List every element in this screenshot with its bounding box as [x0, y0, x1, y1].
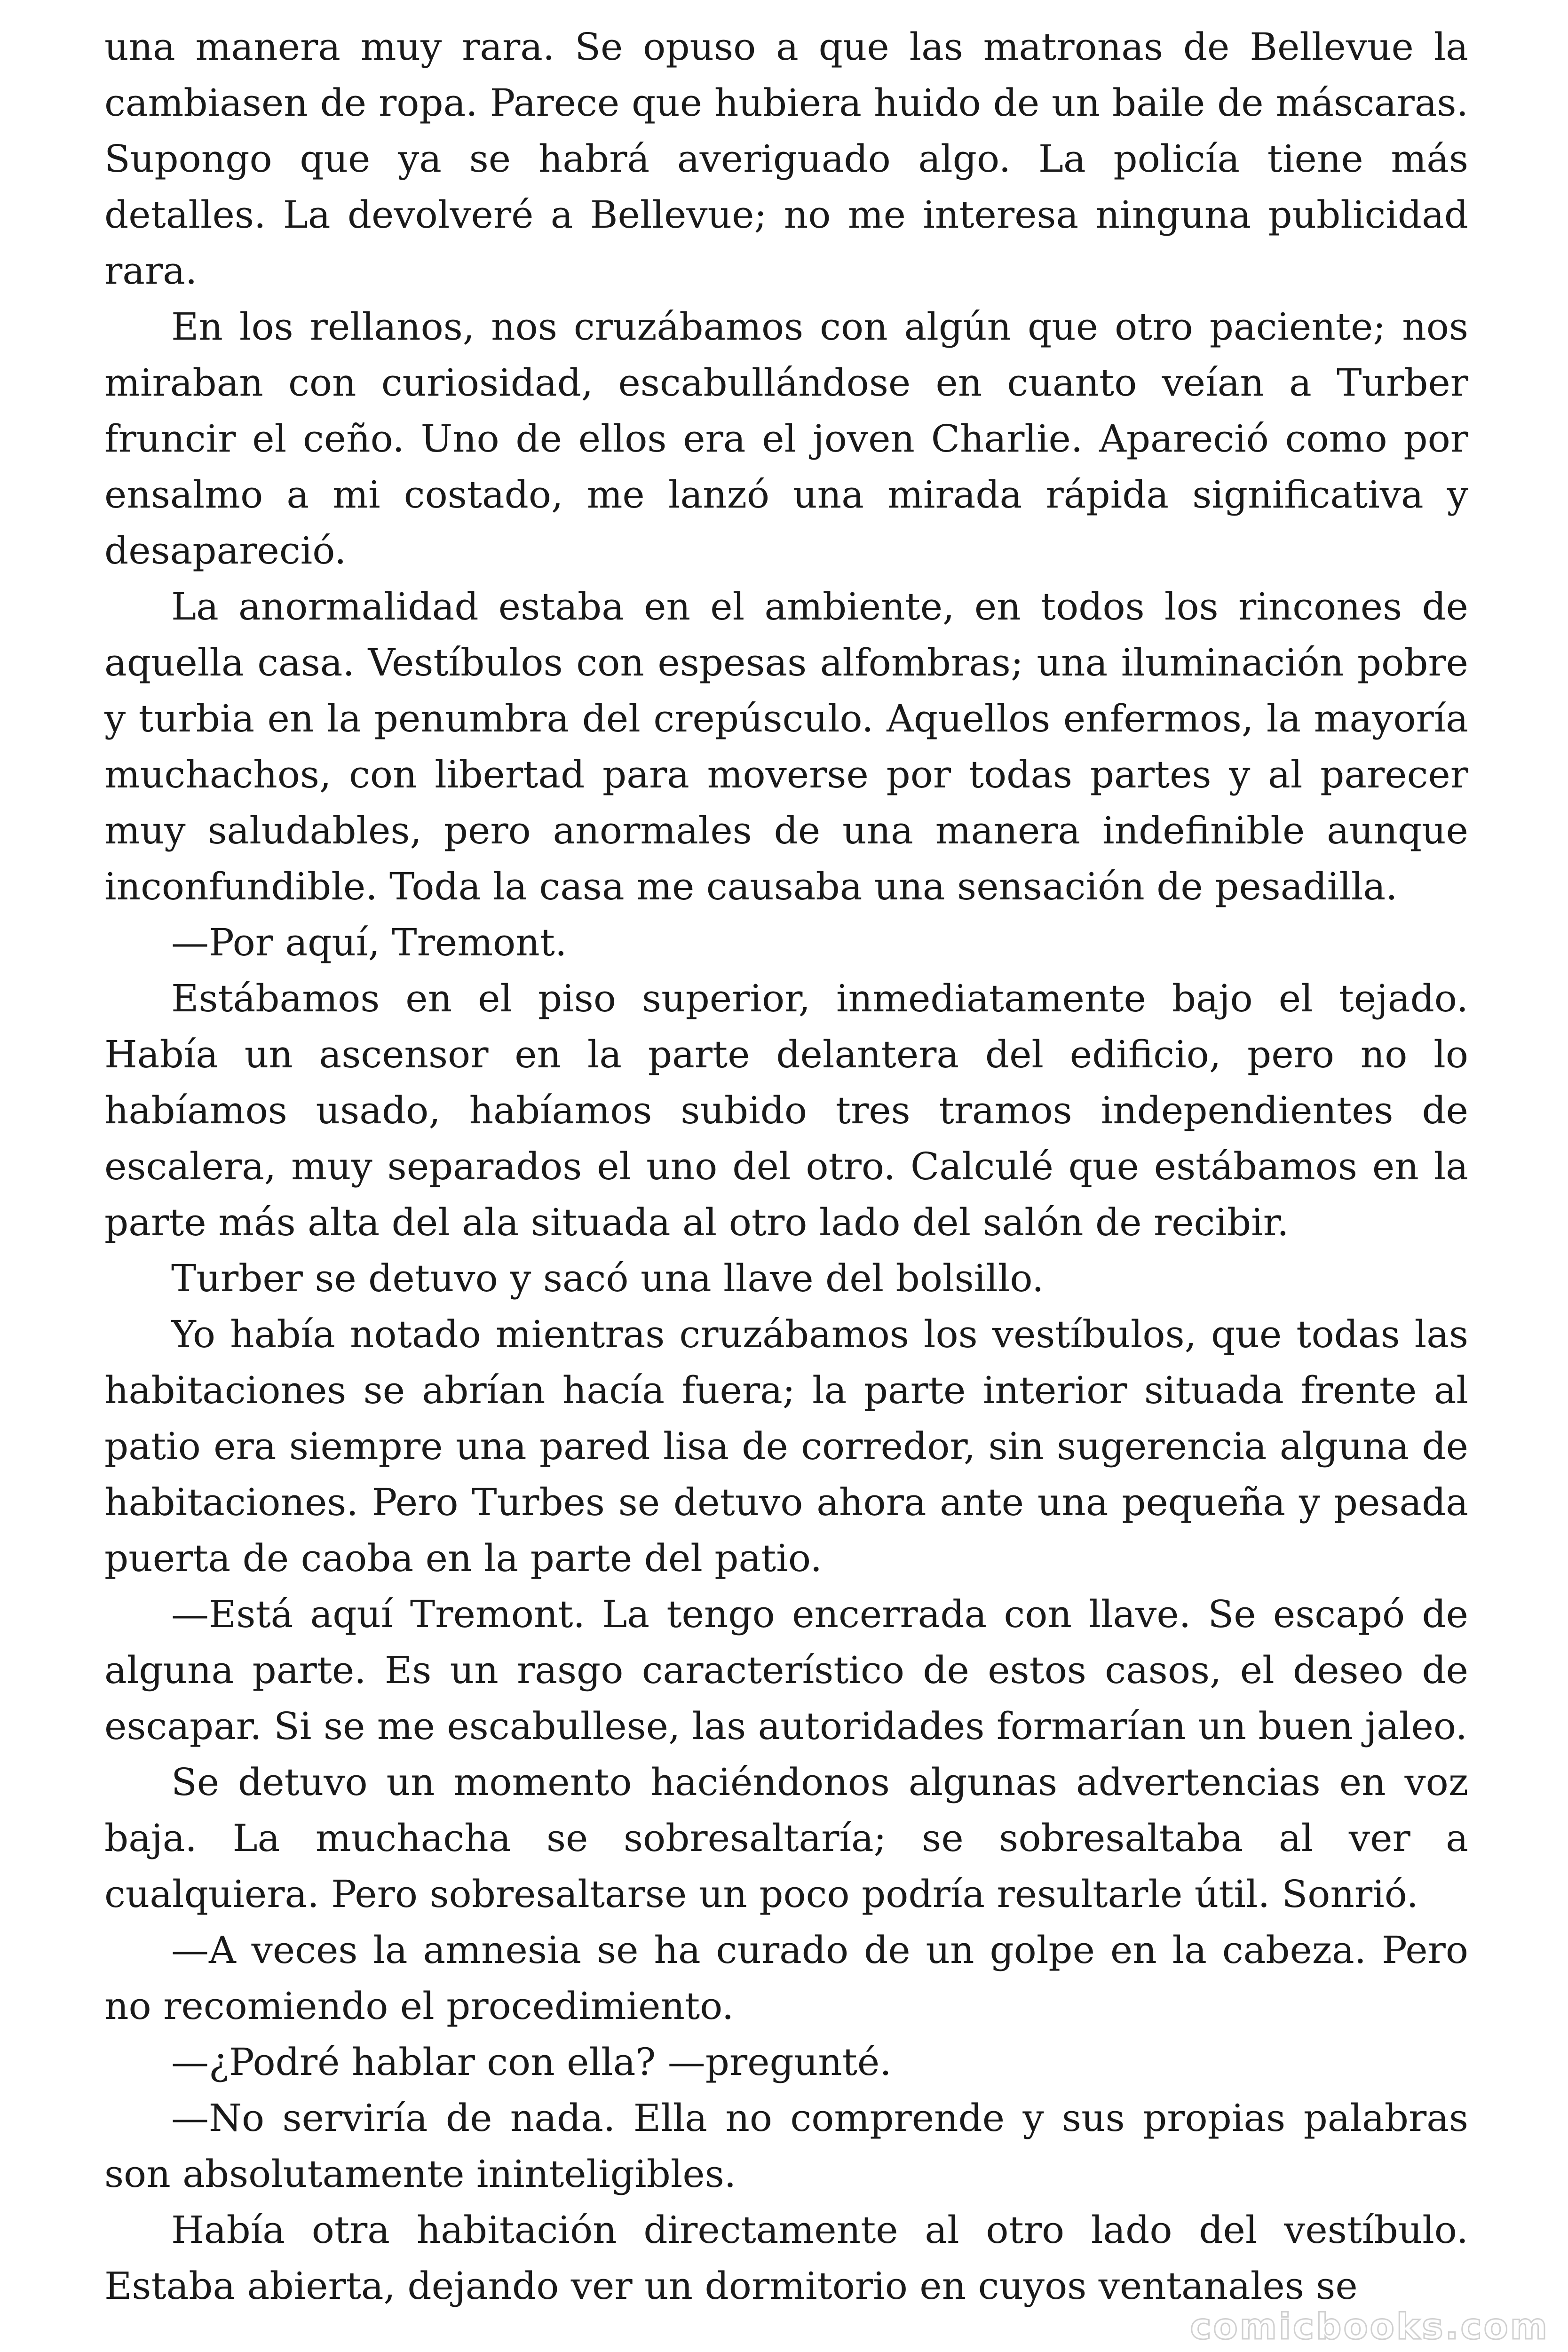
- paragraph: —Está aquí Tremont. La tengo encerrada con llave. Se escapó de alguna parte. Es un rasgo característico de estos casos, el deseo de escapar. Si se me escabullese, las autoridades formarían un buen jaleo.: [104, 1592, 1468, 1748]
- paragraph: Se detuvo un momento haciéndonos algunas advertencias en voz baja. La muchacha se sobresaltaría; se sobresaltaba al ver a cualquiera. Pero sobresaltarse un poco podría resultarle útil. Sonrió.: [104, 1760, 1468, 1916]
- paragraph: La anormalidad estaba en el ambiente, en todos los rincones de aquella casa. Vestíbulos con espesas alfombras; una iluminación pobre y turbia en la penumbra del crepúsculo. Aquellos enfermos, la mayoría muchachos, con libertad para moverse por todas partes y al parecer muy saludables, pero anormales de una manera indefinible aunque inconfundible. Toda la casa me causaba una sensación de pesadilla.: [104, 585, 1468, 908]
- paragraph: una manera muy rara. Se opuso a que las matronas de Bellevue la cambiasen de ropa. Parece que hubiera huido de un baile de máscaras. Supongo que ya se habrá averiguado algo. La policía tiene más detalles. La devolveré a Bellevue; no me interesa ninguna publicidad rara.: [104, 25, 1468, 293]
- paragraph: Yo había notado mientras cruzábamos los vestíbulos, que todas las habitaciones se abrían hacía fuera; la parte interior situada frente al patio era siempre una pared lisa de corredor, sin sugerencia alguna de habitaciones. Pero Turbes se detuvo ahora ante una pequeña y pesada puerta de caoba en la parte del patio.: [104, 1312, 1468, 1580]
- paragraph: —No serviría de nada. Ella no comprende y sus propias palabras son absolutamente ininteligibles.: [104, 2096, 1468, 2196]
- paragraph: En los rellanos, nos cruzábamos con algún que otro paciente; nos miraban con curiosidad, escabullándose en cuanto veían a Turber fruncir el ceño. Uno de ellos era el joven Charlie. Apareció como por ensalmo a mi costado, me lanzó una mirada rápida significativa y desapareció.: [104, 305, 1468, 572]
- paragraph: —A veces la amnesia se ha curado de un golpe en la cabeza. Pero no recomiendo el procedimiento.: [104, 1928, 1468, 2028]
- watermark: comicbooks.com: [1190, 2305, 1549, 2347]
- page-text: [104, 19, 1468, 2314]
- paragraph: Estábamos en el piso superior, inmediatamente bajo el tejado. Había un ascensor en la parte delantera del edificio, pero no lo habíamos usado, habíamos subido tres tramos independientes de escalera, muy separados el uno del otro. Calculé que estábamos en la parte más alta del ala situada al otro lado del salón de recibir.: [104, 977, 1468, 1244]
- paragraph: —Por aquí, Tremont.: [171, 921, 567, 964]
- paragraph: —¿Podré hablar con ella? —pregunté.: [171, 2040, 892, 2084]
- paragraph: Había otra habitación directamente al otro lado del vestíbulo. Estaba abierta, dejando ver un dormitorio en cuyos ventanales se: [104, 2208, 1468, 2308]
- paragraph: Turber se detuvo y sacó una llave del bolsillo.: [171, 1256, 1044, 1300]
